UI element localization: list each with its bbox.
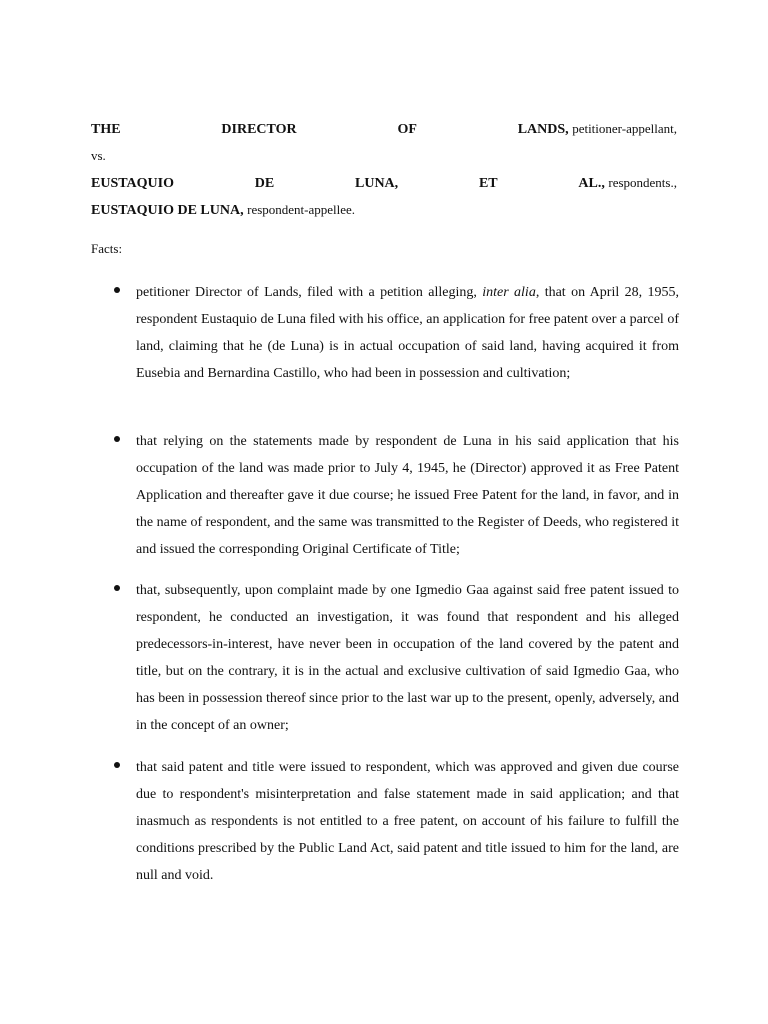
list-item-text-part: petitioner Director of Lands, filed with a petition alleging, [136,285,483,300]
list-item-text-part: that, subsequently, upon complaint made by one Igmedio Gaa against said free patent issued to respondent, he conducted an investigation, it was found that respondent and his alleged predecessors-in-interest, have never been in occupation of the land covered by the patent and title, but on the contrary, it is in the actual and exclusive cultivation of said Igmedio Gaa, who has been in possession thereof since prior to the last war up to the present, openly, adversely, and in the concept of an owner; [136,583,679,733]
list-item-text [136,279,679,387]
caption-word-al: AL., [578,176,605,191]
list-item-text-part: , that on April 28, 1955, respondent Eustaquio de Luna filed with his office, an application for free patent over a parcel of land, claiming that he (de Luna) is in actual occupation of said land, having acquired it from Eusebia and Bernardina Castillo, who had been in possession and cultivation; [136,285,679,381]
bullet-icon [114,436,120,442]
list-item-text [136,754,679,889]
caption-word-of: OF [397,122,417,137]
appellee-name: EUSTAQUIO DE LUNA, [91,203,244,218]
caption-word-the: THE [91,122,121,137]
list-item-text [136,577,679,739]
caption-lands-group [518,120,677,139]
list-item-text-part: that said patent and title were issued to respondent, which was approved and given due course due to respondent's misinterpretation and false statement made in said application; and that inasmuch as respondents is not entitled to a free patent, on account of his failure to fulfill the conditions prescribed by the Public Land Act, said patent and title issued to him for the land, are null and void. [136,760,679,883]
appellee-role: respondent-appellee. [247,202,356,217]
caption-line-1 [91,120,677,139]
caption-al-group [578,174,677,193]
bullet-icon [114,585,120,591]
list-item-text-part: that relying on the statements made by respondent de Luna in his said application that his occupation of the land was made prior to July 4, 1945, he (Director) approved it as Free Patent Application and thereafter gave it due course; he issued Free Patent for the land, in favor, and in the name of respondent, and the same was transmitted to the Register of Deeds, who registered it and issued the corresponding Original Certificate of Title; [136,434,679,557]
caption-word-director: DIRECTOR [221,122,297,137]
petitioner-role: petitioner-appellant, [572,121,677,136]
bullet-icon [114,762,120,768]
list-item-text [136,428,679,563]
caption-word-de: DE [254,176,275,191]
caption-word-luna: LUNA, [355,176,399,191]
bullet-icon [114,287,120,293]
caption-word-lands: LANDS, [517,122,569,137]
caption-line-4 [91,201,355,220]
caption-word-et: ET [478,176,498,191]
respondents-role: respondents., [608,175,677,190]
facts-heading: Facts: [91,241,123,256]
versus-label: vs. [91,148,106,163]
caption-line-3 [91,174,677,193]
caption-word-eustaquio: EUSTAQUIO [91,176,174,191]
italic-phrase: inter alia [482,285,536,300]
